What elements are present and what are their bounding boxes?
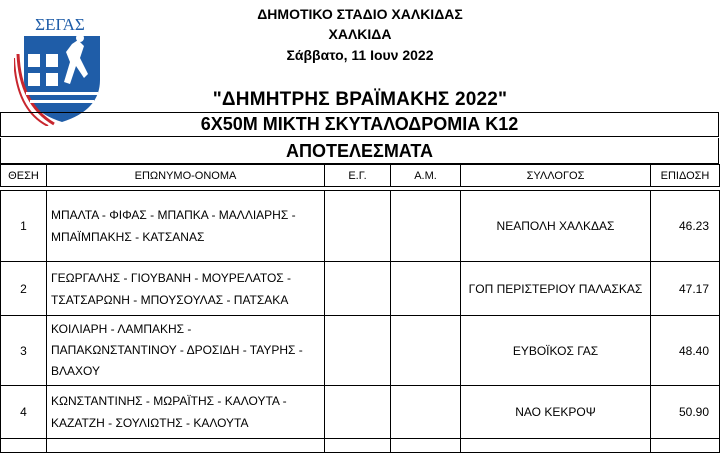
name-line: ΚΑΖΑΤΖΗ - ΣΟΥΛΙΩΤΗΣ - ΚΑΛΟΥΤΑ xyxy=(51,416,249,430)
table-header-row xyxy=(1,165,720,187)
race-title: 6Χ50Μ ΜΙΚΤΗ ΣΚΥΤΑΛΟΔΡΟΜΙΑ Κ12 xyxy=(0,112,719,137)
table-row xyxy=(1,262,720,316)
am-cell xyxy=(391,262,461,316)
column-header-am: Α.Μ. xyxy=(391,165,461,187)
results-table xyxy=(0,164,720,453)
column-header-name: ΕΠΩΝΥΜΟ-ΟΝΟΜΑ xyxy=(47,165,325,187)
eg-cell xyxy=(325,316,391,386)
place-cell: 1 xyxy=(1,191,47,262)
table-row xyxy=(1,386,720,439)
result-cell: 47.17 xyxy=(651,262,720,316)
names-cell xyxy=(47,386,325,439)
event-name: "ΔΗΜΗΤΡΗΣ ΒΡΑΪΜΑΚΗΣ 2022" xyxy=(212,89,508,110)
column-header-result: ΕΠΙΔΟΣΗ xyxy=(651,165,720,187)
name-line: ΚΩΝΣΤΑΝΤΙΝΗΣ - ΜΩΡΑΪΤΗΣ - ΚΑΛΟΥΤΑ - xyxy=(51,394,287,408)
event-date: Σάββατο, 11 Ιουν 2022 xyxy=(286,47,434,63)
names-cell xyxy=(47,191,325,262)
table-row xyxy=(1,191,720,262)
eg-cell xyxy=(325,262,391,316)
club-cell: ΓΟΠ ΠΕΡΙΣΤΕΡΙΟΥ ΠΑΛΑΣΚΑΣ xyxy=(461,262,651,316)
name-line: ΚΟΙΛΙΑΡΗ - ΛΑΜΠΑΚΗΣ - xyxy=(51,322,192,336)
result-cell: 46.23 xyxy=(651,191,720,262)
club-cell: ΝΕΑΠΟΛΗ ΧΑΛΚΔΑΣ xyxy=(461,191,651,262)
venue-title: ΔΗΜΟΤΙΚΟ ΣΤΑΔΙΟ ΧΑΛΚΙΔΑΣ xyxy=(257,6,463,22)
logo-text: ΣΕΓΑΣ xyxy=(35,15,85,34)
table-row xyxy=(1,316,720,386)
name-line: ΤΣΑΤΣΑΡΩΝΗ - ΜΠΟΥΣΟΥΛΑΣ - ΠΑΤΣΑΚΑ xyxy=(51,292,289,307)
names-cell xyxy=(47,262,325,316)
am-cell xyxy=(391,316,461,386)
name-line: ΜΠΑΪΜΠΑΚΗΣ - ΚΑΤΣΑΝΑΣ xyxy=(51,230,205,244)
empty-row xyxy=(1,439,720,453)
place-cell: 3 xyxy=(1,316,47,386)
club-cell: ΝΑΟ ΚΕΚΡΟΨ xyxy=(461,386,651,439)
name-line: ΒΛΑΧΟΥ xyxy=(51,364,100,378)
result-cell: 48.40 xyxy=(651,316,720,386)
club-cell: ΕΥΒΟΪΚΟΣ ΓΑΣ xyxy=(461,316,651,386)
place-cell: 4 xyxy=(1,386,47,439)
name-line: ΠΑΠΑΚΩΝΣΤΑΝΤΙΝΟΥ - ΔΡΟΣΙΔΗ - ΤΑΥΡΗΣ - xyxy=(51,343,303,357)
name-line: ΜΠΑΛΤΑ - ΦΙΦΑΣ - ΜΠΑΠΚΑ - ΜΑΛΛΙΑΡΗΣ - xyxy=(51,208,296,222)
column-header-eg: Ε.Γ. xyxy=(325,165,391,187)
am-cell xyxy=(391,191,461,262)
am-cell xyxy=(391,386,461,439)
column-header-club: ΣΥΛΛΟΓΟΣ xyxy=(461,165,651,187)
place-cell: 2 xyxy=(1,262,47,316)
eg-cell xyxy=(325,386,391,439)
results-heading: ΑΠΟΤΕΛΕΣΜΑΤΑ xyxy=(0,138,719,164)
city-title: ΧΑΛΚΙΔΑ xyxy=(328,26,392,42)
eg-cell xyxy=(325,191,391,262)
result-cell: 50.90 xyxy=(651,386,720,439)
column-header-place: ΘΕΣΗ xyxy=(1,165,47,187)
name-line: ΓΕΩΡΓΑΛΗΣ - ΓΙΟΥΒΑΝΗ - ΜΟΥΡΕΛΑΤΟΣ - xyxy=(51,270,292,285)
names-cell xyxy=(47,316,325,386)
